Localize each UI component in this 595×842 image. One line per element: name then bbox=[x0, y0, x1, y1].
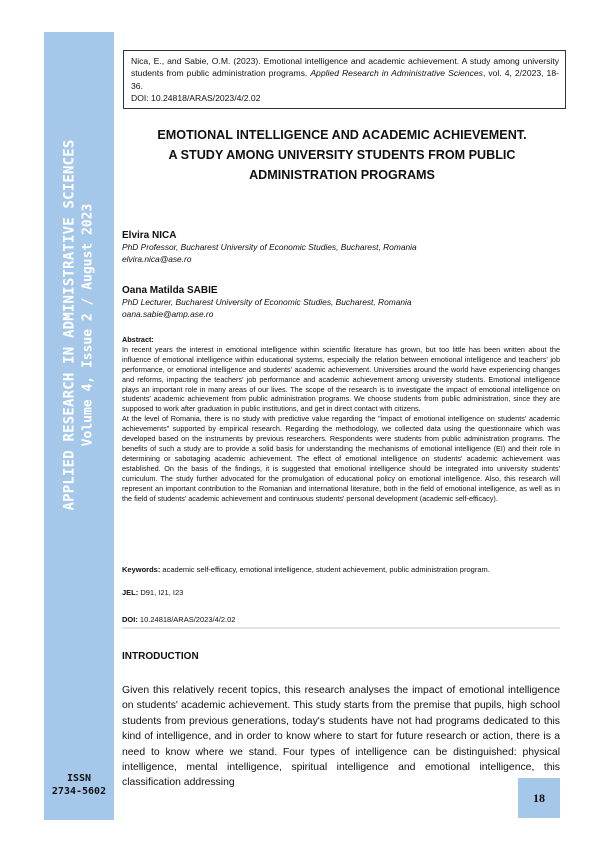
abstract bbox=[122, 335, 560, 503]
author-affiliation: PhD Professor, Bucharest University of Economic Studies, Bucharest, Romania bbox=[122, 242, 417, 252]
doi-label: DOI: bbox=[122, 615, 138, 624]
journal-issue: Volume 4, Issue 2 / August 2023 bbox=[80, 203, 96, 447]
doi-text: 10.24818/ARAS/2023/4/2.02 bbox=[137, 615, 236, 624]
issn-block bbox=[44, 772, 114, 798]
issn-number: 2734-5602 bbox=[51, 786, 107, 797]
keywords-label: Keywords: bbox=[122, 565, 161, 574]
journal-name: APPLIED RESEARCH IN ADMINISTRATIVE SCIENCES bbox=[61, 139, 78, 511]
jel-label: JEL: bbox=[122, 588, 139, 597]
title-line-1: EMOTIONAL INTELLIGENCE AND ACADEMIC ACHIEVEMENT. bbox=[157, 128, 527, 142]
citation-text: Nica, E., and Sabie, O.M. (2023). Emotional intelligence and academic achievement. A study among university students from public administration programs. bbox=[131, 56, 559, 79]
issn-label: ISSN bbox=[66, 773, 92, 784]
keywords-text: academic self-efficacy, emotional intelligence, student achievement, public administration program. bbox=[160, 565, 490, 574]
author-name: Oana Matilda SABIE bbox=[122, 285, 218, 296]
author-block-1 bbox=[122, 229, 417, 265]
author-email: elvira.nica@ase.ro bbox=[122, 253, 192, 264]
jel-text: D91, I21, I23 bbox=[138, 588, 184, 597]
author-email: oana.sabie@amp.ase.ro bbox=[122, 308, 214, 319]
abstract-paragraph-2: At the level of Romania, there is no study with predictive value regarding the "impact of emotional intelligence on students' academic achievements" supported by empirical research. Regarding the methodology, we collected data using the questionnaire which was developed based on the instruments by previous researchers. Respondents were students from public administration programs. The benefits of such a study are to provide a solid basis for understanding the mechanisms of emotional intelligence (EI) and their role in determining or sabotaging academic achievement. The effect of emotional intelligence on students' academic achievement was established. On the basis of the findings, it is suggested that emotional intelligence should be integrated into university students' curriculum. The study further advocated for the promulgation of educational policy on emotional intelligence. Also, this research will represent an important contribution to the Romanian and international literature, both in the field of emotional intelligence, as well as in the field of students' academic achievement and continuous students' personal development (academic self-efficacy). bbox=[122, 414, 560, 503]
citation-doi: DOI: 10.24818/ARAS/2023/4/2.02 bbox=[131, 93, 261, 104]
page-number: 18 bbox=[518, 778, 560, 818]
section-body: Given this relatively recent topics, this research analyses the impact of emotional intelligence on students' academic achievement. This study starts from the premise that pupils, high school students from previous generations, today's students have not had programs dedicated to this kind of intelligence, and in order to know where to start for future research or action, there is a need to know where we stand. Four types of intelligence can be distinguished: physical intelligence, mental intelligence, spiritual intelligence and emotional intelligence, this classification addressing bbox=[122, 685, 560, 789]
section-heading: INTRODUCTION bbox=[122, 651, 199, 662]
author-name: Elvira NICA bbox=[122, 230, 177, 241]
citation-box bbox=[123, 50, 566, 109]
author-block-2 bbox=[122, 284, 412, 320]
keywords-line bbox=[122, 565, 490, 575]
author-affiliation: PhD Lecturer, Bucharest University of Economic Studies, Bucharest, Romania bbox=[122, 297, 412, 307]
jel-line bbox=[122, 588, 183, 598]
abstract-label: Abstract: bbox=[122, 335, 154, 344]
abstract-paragraph-1: In recent years the interest in emotional intelligence within scientific literature has grown, but too little has been written about the influence of emotional intelligence within educational systems, especially the relation between emotional intelligence and teachers' job performance, or emotional intelligence and students' academic achievement. Universities around the world have experiencing changes and reforms, impacting the teachers' job performance and academic achievement among university students. Emotional intelligence plays an important role in many areas of our lives. The scope of the research is to investigate the impact of emotional intelligence on students' academic achievement from public administration programs. We choose students from public administration, since they are supposed to work after graduation in public institutions, and get in direct contact with citizens. bbox=[122, 344, 560, 414]
title-line-2: A STUDY AMONG UNIVERSITY STUDENTS FROM PUBLIC bbox=[168, 148, 516, 162]
paper-title bbox=[122, 125, 562, 185]
title-line-3: ADMINISTRATION PROGRAMS bbox=[249, 168, 435, 182]
citation-volume: , vol. 4, 2/2023, 18-36. bbox=[131, 68, 559, 91]
doi-line bbox=[122, 615, 560, 629]
citation-journal: Applied Research in Administrative Sciences bbox=[310, 68, 483, 79]
